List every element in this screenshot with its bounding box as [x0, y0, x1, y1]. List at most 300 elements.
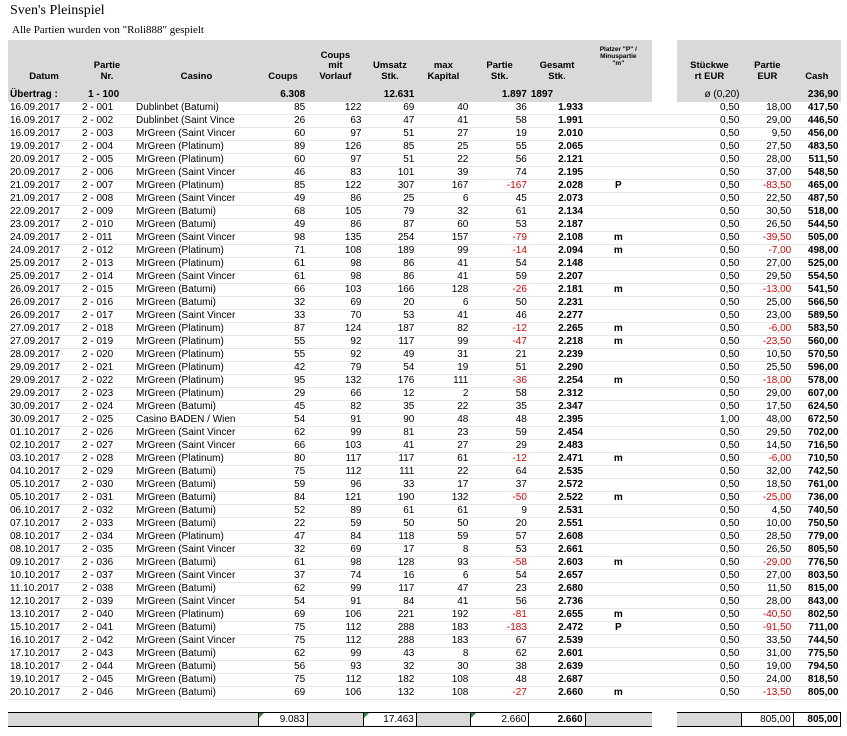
- row-kapital: 6: [416, 570, 470, 583]
- row-partie-nr: 2 - 044: [80, 661, 134, 674]
- row-cash: 583,50: [793, 323, 840, 336]
- row-casino: MrGreen (Platinum): [134, 323, 259, 336]
- carry-gesamt: 1897: [529, 88, 585, 102]
- row-coups: 75: [259, 674, 307, 687]
- row-kapital: 61: [416, 505, 470, 518]
- row-partie-stk: -47: [470, 336, 529, 349]
- row-partie-nr: 2 - 028: [80, 453, 134, 466]
- row-gap: [652, 284, 678, 297]
- row-date: 06.10.2017: [8, 505, 80, 518]
- row-partie-stk: 48: [470, 674, 529, 687]
- row-stueckwert: 0,50: [677, 687, 741, 700]
- row-vorlauf: 99: [307, 427, 363, 440]
- row-casino: MrGreen (Saint Vincer: [134, 635, 259, 648]
- row-cash: 776,50: [793, 557, 840, 570]
- row-stueckwert: 0,50: [677, 674, 741, 687]
- row-vorlauf: 69: [307, 544, 363, 557]
- table-row: [8, 297, 841, 310]
- row-gap: [652, 596, 678, 609]
- table-row: [8, 310, 841, 323]
- row-partie-eur: -13,00: [742, 284, 794, 297]
- row-cash: 578,00: [793, 375, 840, 388]
- row-stueckwert: 0,50: [677, 648, 741, 661]
- col-cash: Cash: [793, 40, 840, 82]
- row-date: 25.09.2017: [8, 271, 80, 284]
- row-gesamt: 2.522: [529, 492, 585, 505]
- row-casino: Dublinbet (Saint Vince: [134, 115, 259, 128]
- row-partie-eur: -6,00: [742, 453, 794, 466]
- row-gap: [652, 479, 678, 492]
- row-gap: [652, 141, 678, 154]
- row-umsatz: 86: [364, 258, 417, 271]
- row-partie-stk: -12: [470, 323, 529, 336]
- row-gap: [652, 453, 678, 466]
- row-mark: [585, 141, 651, 154]
- row-casino: MrGreen (Batumi): [134, 284, 259, 297]
- row-vorlauf: 70: [307, 310, 363, 323]
- row-umsatz: 54: [364, 362, 417, 375]
- row-umsatz: 32: [364, 661, 417, 674]
- col-casino: Casino: [134, 40, 259, 82]
- row-gesamt: 2.603: [529, 557, 585, 570]
- row-gesamt: 2.551: [529, 518, 585, 531]
- row-kapital: 48: [416, 414, 470, 427]
- row-vorlauf: 103: [307, 440, 363, 453]
- row-gesamt: 2.680: [529, 583, 585, 596]
- row-cash: 710,50: [793, 453, 840, 466]
- table-row: [8, 570, 841, 583]
- row-casino: MrGreen (Platinum): [134, 245, 259, 258]
- row-stueckwert: 0,50: [677, 609, 741, 622]
- row-date: 07.10.2017: [8, 518, 80, 531]
- row-kapital: 111: [416, 375, 470, 388]
- row-stueckwert: 0,50: [677, 479, 741, 492]
- row-casino: MrGreen (Saint Vincer: [134, 128, 259, 141]
- row-gap: [652, 336, 678, 349]
- row-stueckwert: 0,50: [677, 102, 741, 115]
- game-rows: [8, 102, 841, 700]
- row-mark: m: [585, 245, 651, 258]
- row-umsatz: 25: [364, 193, 417, 206]
- row-umsatz: 12: [364, 388, 417, 401]
- row-gesamt: 2.655: [529, 609, 585, 622]
- row-date: 26.09.2017: [8, 297, 80, 310]
- row-partie-stk: 21: [470, 349, 529, 362]
- row-partie-eur: 26,50: [742, 219, 794, 232]
- row-date: 08.10.2017: [8, 531, 80, 544]
- row-gap: [652, 349, 678, 362]
- row-casino: MrGreen (Batumi): [134, 206, 259, 219]
- row-umsatz: 47: [364, 115, 417, 128]
- row-coups: 80: [259, 453, 307, 466]
- row-casino: MrGreen (Platinum): [134, 258, 259, 271]
- row-mark: [585, 674, 651, 687]
- row-casino: MrGreen (Batumi): [134, 297, 259, 310]
- row-stueckwert: 0,50: [677, 258, 741, 271]
- row-coups: 62: [259, 583, 307, 596]
- row-cash: 525,00: [793, 258, 840, 271]
- row-partie-nr: 2 - 035: [80, 544, 134, 557]
- table-row: [8, 453, 841, 466]
- row-stueckwert: 0,50: [677, 505, 741, 518]
- row-partie-stk: 57: [470, 531, 529, 544]
- row-kapital: 22: [416, 466, 470, 479]
- row-partie-stk: 29: [470, 440, 529, 453]
- row-gesamt: 1.933: [529, 102, 585, 115]
- row-gesamt: 2.108: [529, 232, 585, 245]
- row-partie-nr: 2 - 029: [80, 466, 134, 479]
- row-casino: MrGreen (Saint Vincer: [134, 271, 259, 284]
- row-vorlauf: 59: [307, 518, 363, 531]
- row-coups: 54: [259, 596, 307, 609]
- total-coups: 9.083: [259, 713, 307, 727]
- row-casino: Casino BADEN / Wien: [134, 414, 259, 427]
- row-casino: MrGreen (Saint Vincer: [134, 440, 259, 453]
- row-casino: MrGreen (Platinum): [134, 154, 259, 167]
- row-cash: 456,00: [793, 128, 840, 141]
- row-partie-eur: -25,00: [742, 492, 794, 505]
- row-gap: [652, 544, 678, 557]
- row-gesamt: 2.657: [529, 570, 585, 583]
- row-partie-stk: -27: [470, 687, 529, 700]
- row-mark: m: [585, 284, 651, 297]
- row-gap: [652, 674, 678, 687]
- row-partie-stk: 9: [470, 505, 529, 518]
- row-gap: [652, 128, 678, 141]
- row-vorlauf: 91: [307, 596, 363, 609]
- row-partie-stk: -50: [470, 492, 529, 505]
- row-gesamt: 2.472: [529, 622, 585, 635]
- row-date: 24.09.2017: [8, 245, 80, 258]
- row-umsatz: 190: [364, 492, 417, 505]
- table-row: [8, 492, 841, 505]
- row-coups: 85: [259, 180, 307, 193]
- row-kapital: 19: [416, 362, 470, 375]
- row-partie-stk: 36: [470, 102, 529, 115]
- row-gesamt: 2.277: [529, 310, 585, 323]
- row-cash: 566,50: [793, 297, 840, 310]
- row-partie-nr: 2 - 026: [80, 427, 134, 440]
- row-vorlauf: 82: [307, 401, 363, 414]
- col-coups-vorlauf: Coups mit Vorlauf: [307, 40, 363, 82]
- row-stueckwert: 0,50: [677, 531, 741, 544]
- row-coups: 22: [259, 518, 307, 531]
- row-date: 24.09.2017: [8, 232, 80, 245]
- row-partie-eur: 27,00: [742, 258, 794, 271]
- row-umsatz: 182: [364, 674, 417, 687]
- row-coups: 87: [259, 323, 307, 336]
- row-partie-eur: 23,00: [742, 310, 794, 323]
- row-partie-stk: 55: [470, 141, 529, 154]
- table-row: [8, 154, 841, 167]
- row-coups: 98: [259, 232, 307, 245]
- row-kapital: 41: [416, 258, 470, 271]
- row-partie-eur: 27,50: [742, 141, 794, 154]
- row-coups: 84: [259, 492, 307, 505]
- row-date: 10.10.2017: [8, 570, 80, 583]
- row-date: 19.09.2017: [8, 141, 80, 154]
- row-date: 02.10.2017: [8, 440, 80, 453]
- row-cash: 818,50: [793, 674, 840, 687]
- row-gesamt: 2.195: [529, 167, 585, 180]
- row-kapital: 132: [416, 492, 470, 505]
- row-gesamt: 2.347: [529, 401, 585, 414]
- row-stueckwert: 0,50: [677, 518, 741, 531]
- row-umsatz: 49: [364, 349, 417, 362]
- row-kapital: 192: [416, 609, 470, 622]
- row-partie-stk: -81: [470, 609, 529, 622]
- table-row: [8, 128, 841, 141]
- results-table: [8, 40, 841, 727]
- row-date: 12.10.2017: [8, 596, 80, 609]
- table-row: [8, 687, 841, 700]
- table-row: [8, 427, 841, 440]
- row-coups: 66: [259, 284, 307, 297]
- row-gesamt: 2.639: [529, 661, 585, 674]
- row-casino: MrGreen (Saint Vincer: [134, 544, 259, 557]
- row-cash: 554,50: [793, 271, 840, 284]
- col-datum: Datum: [8, 40, 80, 82]
- row-partie-eur: -13,50: [742, 687, 794, 700]
- row-umsatz: 111: [364, 466, 417, 479]
- row-kapital: 2: [416, 388, 470, 401]
- row-gap: [652, 687, 678, 700]
- row-vorlauf: 135: [307, 232, 363, 245]
- row-cash: 607,00: [793, 388, 840, 401]
- row-date: 11.10.2017: [8, 583, 80, 596]
- row-partie-eur: 25,50: [742, 362, 794, 375]
- row-gesamt: 2.073: [529, 193, 585, 206]
- table-row: [8, 674, 841, 687]
- table-row: [8, 232, 841, 245]
- row-cash: 744,50: [793, 635, 840, 648]
- row-umsatz: 17: [364, 544, 417, 557]
- row-date: 30.09.2017: [8, 401, 80, 414]
- row-cash: 672,50: [793, 414, 840, 427]
- row-partie-nr: 2 - 009: [80, 206, 134, 219]
- row-casino: MrGreen (Batumi): [134, 492, 259, 505]
- row-partie-stk: -79: [470, 232, 529, 245]
- row-cash: 541,50: [793, 284, 840, 297]
- row-gesamt: 2.736: [529, 596, 585, 609]
- row-cash: 570,50: [793, 349, 840, 362]
- row-gap: [652, 661, 678, 674]
- row-partie-stk: 53: [470, 544, 529, 557]
- table-row: [8, 401, 841, 414]
- row-umsatz: 288: [364, 622, 417, 635]
- row-mark: [585, 648, 651, 661]
- row-mark: [585, 167, 651, 180]
- row-vorlauf: 96: [307, 479, 363, 492]
- row-umsatz: 288: [364, 635, 417, 648]
- row-vorlauf: 98: [307, 557, 363, 570]
- row-partie-nr: 2 - 027: [80, 440, 134, 453]
- row-vorlauf: 74: [307, 570, 363, 583]
- row-umsatz: 16: [364, 570, 417, 583]
- row-partie-stk: 58: [470, 388, 529, 401]
- carry-coups: 6.308: [259, 88, 307, 102]
- row-partie-eur: 4,50: [742, 505, 794, 518]
- total-umsatz: 17.463: [364, 713, 417, 727]
- row-partie-eur: -83,50: [742, 180, 794, 193]
- row-casino: MrGreen (Batumi): [134, 622, 259, 635]
- row-mark: [585, 154, 651, 167]
- row-gap: [652, 154, 678, 167]
- row-mark: [585, 219, 651, 232]
- row-umsatz: 35: [364, 401, 417, 414]
- carry-partie-stk: 1.897: [470, 88, 529, 102]
- carry-umsatz: 12.631: [364, 88, 417, 102]
- row-stueckwert: 0,50: [677, 154, 741, 167]
- row-casino: MrGreen (Platinum): [134, 375, 259, 388]
- row-partie-stk: 19: [470, 128, 529, 141]
- row-vorlauf: 92: [307, 349, 363, 362]
- row-coups: 26: [259, 115, 307, 128]
- row-partie-eur: 11,50: [742, 583, 794, 596]
- row-mark: [585, 427, 651, 440]
- row-kapital: 17: [416, 479, 470, 492]
- row-coups: 95: [259, 375, 307, 388]
- row-partie-nr: 2 - 011: [80, 232, 134, 245]
- row-gap: [652, 492, 678, 505]
- col-partie-nr: Partie Nr.: [80, 40, 134, 82]
- row-date: 30.09.2017: [8, 414, 80, 427]
- row-umsatz: 51: [364, 154, 417, 167]
- row-gesamt: 2.601: [529, 648, 585, 661]
- row-partie-stk: 23: [470, 583, 529, 596]
- row-coups: 55: [259, 349, 307, 362]
- row-partie-nr: 2 - 037: [80, 570, 134, 583]
- row-gap: [652, 362, 678, 375]
- page-subtitle: Alle Partien wurden von "Roli888" gespielt: [12, 24, 204, 36]
- table-row: [8, 518, 841, 531]
- row-casino: MrGreen (Platinum): [134, 349, 259, 362]
- row-umsatz: 33: [364, 479, 417, 492]
- row-stueckwert: 0,50: [677, 284, 741, 297]
- row-mark: [585, 206, 651, 219]
- row-partie-stk: -36: [470, 375, 529, 388]
- row-partie-stk: 50: [470, 297, 529, 310]
- row-stueckwert: 0,50: [677, 193, 741, 206]
- row-gesamt: 2.094: [529, 245, 585, 258]
- row-date: 03.10.2017: [8, 453, 80, 466]
- row-casino: MrGreen (Platinum): [134, 609, 259, 622]
- row-gesamt: 2.134: [529, 206, 585, 219]
- row-mark: m: [585, 375, 651, 388]
- header-row: [8, 40, 841, 82]
- table-row: [8, 375, 841, 388]
- row-partie-nr: 2 - 032: [80, 505, 134, 518]
- row-partie-stk: -183: [470, 622, 529, 635]
- row-partie-stk: 56: [470, 596, 529, 609]
- table-row: [8, 505, 841, 518]
- row-coups: 49: [259, 193, 307, 206]
- row-date: 29.09.2017: [8, 375, 80, 388]
- row-stueckwert: 0,50: [677, 219, 741, 232]
- row-vorlauf: 117: [307, 453, 363, 466]
- row-vorlauf: 98: [307, 271, 363, 284]
- row-gesamt: 2.531: [529, 505, 585, 518]
- row-coups: 45: [259, 401, 307, 414]
- row-kapital: 41: [416, 310, 470, 323]
- row-coups: 55: [259, 336, 307, 349]
- row-vorlauf: 112: [307, 466, 363, 479]
- table-row: [8, 193, 841, 206]
- row-stueckwert: 0,50: [677, 453, 741, 466]
- row-umsatz: 166: [364, 284, 417, 297]
- row-mark: m: [585, 557, 651, 570]
- row-partie-nr: 2 - 034: [80, 531, 134, 544]
- row-partie-eur: 33,50: [742, 635, 794, 648]
- row-coups: 69: [259, 609, 307, 622]
- row-gap: [652, 167, 678, 180]
- table-row: [8, 609, 841, 622]
- row-mark: [585, 635, 651, 648]
- row-kapital: 6: [416, 193, 470, 206]
- row-gesamt: 2.239: [529, 349, 585, 362]
- row-gesamt: 2.148: [529, 258, 585, 271]
- row-partie-stk: 67: [470, 635, 529, 648]
- row-kapital: 108: [416, 687, 470, 700]
- row-date: 08.10.2017: [8, 544, 80, 557]
- row-umsatz: 61: [364, 505, 417, 518]
- row-partie-stk: 48: [470, 414, 529, 427]
- row-gesamt: 2.121: [529, 154, 585, 167]
- row-gesamt: 2.065: [529, 141, 585, 154]
- row-partie-nr: 2 - 046: [80, 687, 134, 700]
- row-mark: [585, 349, 651, 362]
- row-casino: MrGreen (Platinum): [134, 141, 259, 154]
- row-stueckwert: 0,50: [677, 336, 741, 349]
- row-mark: [585, 518, 651, 531]
- row-partie-nr: 2 - 003: [80, 128, 134, 141]
- row-vorlauf: 63: [307, 115, 363, 128]
- row-gap: [652, 401, 678, 414]
- row-umsatz: 176: [364, 375, 417, 388]
- row-partie-eur: 37,00: [742, 167, 794, 180]
- row-gesamt: 2.483: [529, 440, 585, 453]
- row-umsatz: 101: [364, 167, 417, 180]
- row-umsatz: 51: [364, 128, 417, 141]
- row-gap: [652, 193, 678, 206]
- row-mark: m: [585, 232, 651, 245]
- row-mark: [585, 297, 651, 310]
- row-cash: 518,00: [793, 206, 840, 219]
- row-partie-nr: 2 - 012: [80, 245, 134, 258]
- blank-row: [8, 700, 841, 713]
- row-mark: [585, 271, 651, 284]
- table-row: [8, 440, 841, 453]
- row-partie-eur: 19,00: [742, 661, 794, 674]
- table-row: [8, 258, 841, 271]
- row-gap: [652, 102, 678, 115]
- row-cash: 761,00: [793, 479, 840, 492]
- row-stueckwert: 0,50: [677, 297, 741, 310]
- row-partie-stk: 54: [470, 258, 529, 271]
- table-row: [8, 583, 841, 596]
- row-partie-nr: 2 - 018: [80, 323, 134, 336]
- row-umsatz: 81: [364, 427, 417, 440]
- row-partie-eur: -39,50: [742, 232, 794, 245]
- row-gap: [652, 440, 678, 453]
- row-stueckwert: 0,50: [677, 245, 741, 258]
- row-vorlauf: 124: [307, 323, 363, 336]
- row-kapital: 93: [416, 557, 470, 570]
- row-cash: 544,50: [793, 219, 840, 232]
- row-coups: 56: [259, 661, 307, 674]
- row-gesamt: 2.254: [529, 375, 585, 388]
- row-kapital: 183: [416, 635, 470, 648]
